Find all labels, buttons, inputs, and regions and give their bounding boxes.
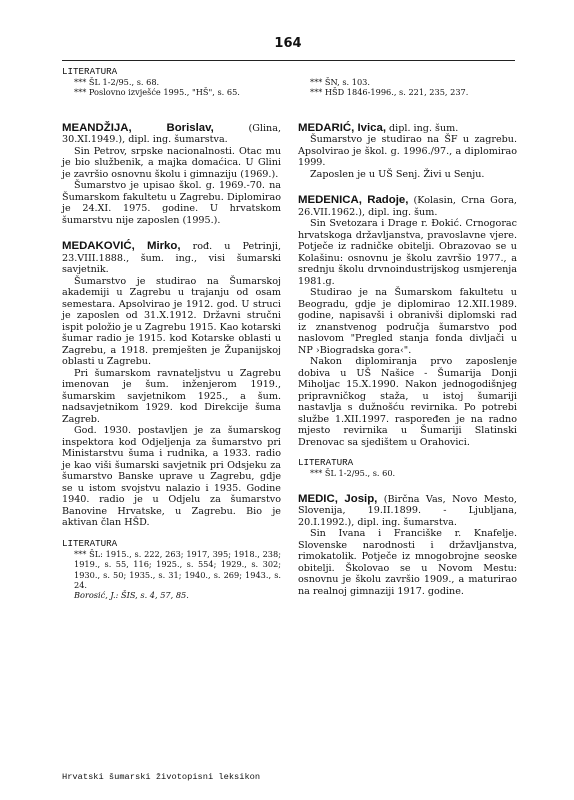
header-rule bbox=[62, 60, 515, 61]
literature-block bbox=[62, 66, 281, 98]
entry-name: MEDARIĆ, Ivica, bbox=[298, 121, 386, 134]
entry-paragraph: Sin Petrov, srpske nacionalnosti. Otac mu je bio službenik, a majka domaćica. U Glini je završio osnovnu školu i gimnaziju (1969.). bbox=[62, 145, 281, 180]
entry-paragraph: Nakon diplomiranja prvo zaposlenje dobiva u UŠ Našice - Šumarija Donji Miholjac 15.X.1990. Nakon jednogodišnjeg pripravničkog staža, u istoj šumariji nastavlja s dužnošću revirnika. Po potrebi službe 1.XII.1997. raspoređen je na radno mjesto revirnika u Šumariji Slatinski Drenovac sa sjedištem u Orahovici. bbox=[298, 356, 517, 448]
literature-line: *** ŠN, s. 103. bbox=[310, 77, 370, 87]
entry-medic bbox=[298, 494, 517, 598]
entry-name: MEDENICA, Radoje, bbox=[298, 194, 409, 207]
literature-heading: LITERATURA bbox=[62, 537, 118, 549]
entry-paragraph: Pri šumarskom ravnateljstvu u Zagrebu imenovan je šum. inženjerom 1919., šumarskim savjetnikom 1925., a šum. nadsavjetnikom 1929. kod Direkcije šuma Zagreb. bbox=[62, 367, 281, 425]
literature-line: *** HŠD 1846-1996., s. 221, 235, 237. bbox=[310, 87, 469, 98]
entry-paragraph: Šumarstvo je upisao škol. g. 1969.-70. na Šumarskom fakultetu u Zagrebu. Diplomirao je 24.XI. 1975. godine. U hrvatskom šumarstvu nije zaposlen (1995.). bbox=[62, 180, 281, 226]
entry-head-info: (Kolasin, Crna Gora, 26.VII.1962.), dipl. ing. šum. bbox=[298, 195, 517, 218]
entry-name: MEDAKOVIĆ, Mirko, bbox=[62, 240, 181, 253]
literature-heading: LITERATURA bbox=[298, 457, 354, 469]
entry-medaric bbox=[298, 123, 517, 181]
entry-medenica bbox=[298, 195, 517, 478]
literature-block bbox=[298, 77, 517, 98]
page-number: 164 bbox=[274, 36, 302, 51]
left-column bbox=[62, 66, 281, 616]
entry-head-info: dipl. ing. šum. bbox=[385, 122, 459, 134]
entry-head-info: rođ. u Petrinji, 23.VIII.1888., šum. ing., visi šumarski savjetnik. bbox=[62, 241, 281, 276]
entry-paragraph: Studirao je na Šumarskom fakultetu u Beogradu, gdje je diplomirao 12.XII.1989. godine, napisavši i obranivši diplomski rad iz znanstvenog područja šumarstvo pod naslovom "Pregled stanja fonda divljači u NP ›Biogradska gora‹". bbox=[298, 287, 517, 356]
right-column bbox=[298, 66, 517, 612]
entry-head-info: (Glina, 30.XI.1949.), dipl. ing. šumarstva. bbox=[62, 122, 281, 146]
literature-line: *** ŠL: 1915., s. 222, 263; 1917, 395; 1918., 238; 1919., s. 55, 116; 1925., s. 554; 1929., s. 302; 1930., s. 50; 1935., s. 31; 1940., s. 269; 1943., s. 24. bbox=[74, 548, 281, 591]
entry-paragraph: Šumarstvo je studirao na Šumarskoj akademiji u Zagrebu u trajanju od osam semestara. Apsolvirao je 1912. god. U struci je zaposlen od 31.X.1912. Državni stručni ispit položio je u Zagrebu 1915. Kao kotarski šumar radio je 1915. kod Kotarske oblasti u Zagrebu, a 1918. premješten je Županijskoj oblasti u Zagrebu. bbox=[62, 275, 281, 368]
entry-head-info: (Birčna Vas, Novo Mesto, Slovenija, 19.II.1899. - Ljubljana, 20.I.1992.), dipl. ing. šumarstva. bbox=[298, 493, 517, 528]
page-footer: Hrvatski šumarski životopisni leksikon bbox=[62, 772, 261, 782]
entry-paragraph: Zaposlen je u UŠ Senj. Živi u Senju. bbox=[310, 168, 485, 180]
entry-name: MEDIC, Josip, bbox=[298, 492, 378, 505]
literature-heading: LITERATURA bbox=[62, 66, 118, 77]
literature-line: *** ŠL 1-2/95., s. 68. bbox=[74, 77, 160, 87]
entry-medakovic bbox=[62, 241, 281, 601]
literature-line: *** ŠL 1-2/95., s. 60. bbox=[310, 468, 396, 479]
entry-paragraph: Šumarstvo je studirao na ŠF u zagrebu. Apsolvirao je škol. g. 1996./97., a diplomirao 1999. bbox=[298, 134, 517, 169]
literature-line: Borosić, J.: ŠIS, s. 4, 57, 85. bbox=[74, 590, 189, 601]
entry-meandzija bbox=[62, 123, 281, 227]
literature-line: *** Poslovno izvješće 1995., "HŠ", s. 65. bbox=[74, 87, 240, 98]
entry-paragraph: Sin Ivana i Franciške r. Knafelje. Slovenske narodnosti i državljanstva, rimokatolik. Potječe iz mnogobrojne seoske obitelji. Školovao se u Novom Mestu: osnovnu je školu završio 1909., a maturirao na realnoj gimnaziji 1917. godine. bbox=[298, 528, 517, 597]
entry-name: MEANDŽIJA, Borislav, bbox=[62, 121, 214, 134]
entry-paragraph: Sin Svetozara i Drage r. Đokić. Crnogorac hrvatskoga državljanstva, pravoslavne vjere. Potječe iz radničke obitelji. Obrazovao se u Kolašinu: osnovnu je školu završio 1977., a srednju školu drvnoindustrijskog usmjerenja 1981.g. bbox=[298, 218, 517, 287]
entry-paragraph: God. 1930. postavljen je za šumarskog inspektora kod Odjeljenja za šumarstvo pri Ministarstvu šuma i rudnika, a 1933. radio je kao viši šumarski savjetnik pri Odsjeku za šumarstvo Banske uprave u Zagrebu, gdje se u istom svojstvu nalazio i 1935. Godine 1940. radio je u Odjelu za šumarstvo Banovine Hrvatske, u Zagrebu. Bio je aktivan član HŠD. bbox=[62, 425, 281, 529]
